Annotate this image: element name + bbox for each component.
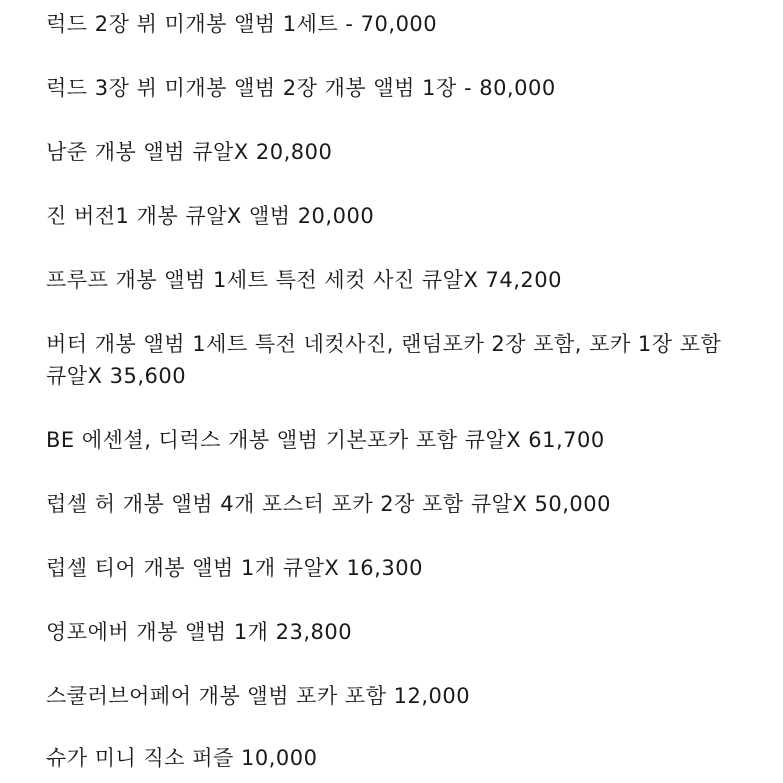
list-item: 프루프 개봉 앨범 1세트 특전 세컷 사진 큐알X 74,200 [46, 268, 562, 292]
list-item: 럽셀 티어 개봉 앨범 1개 큐알X 16,300 [46, 556, 423, 580]
list-item: 슈가 미니 직소 퍼즐 10,000 [46, 746, 318, 770]
list-item: 럽셀 허 개봉 앨범 4개 포스터 포카 2장 포함 큐알X 50,000 [46, 492, 611, 516]
list-item: 남준 개봉 앨범 큐알X 20,800 [46, 140, 333, 164]
list-item: 럭드 3장 뷔 미개봉 앨범 2장 개봉 앨범 1장 - 80,000 [46, 76, 556, 100]
list-item: 버터 개봉 앨범 1세트 특전 네컷사진, 랜덤포카 2장 포함, 포카 1장 포함 큐알X 35,600 [46, 332, 722, 388]
list-item: 영포에버 개봉 앨범 1개 23,800 [46, 620, 353, 644]
list-item: 진 버전1 개봉 큐알X 앨범 20,000 [46, 204, 375, 228]
list-item: BE 에센셜, 디럭스 개봉 앨범 기본포카 포함 큐알X 61,700 [46, 428, 605, 452]
list-item: 스쿨러브어페어 개봉 앨범 포카 포함 12,000 [46, 684, 471, 708]
list-item: 럭드 2장 뷔 미개봉 앨범 1세트 - 70,000 [46, 12, 438, 36]
